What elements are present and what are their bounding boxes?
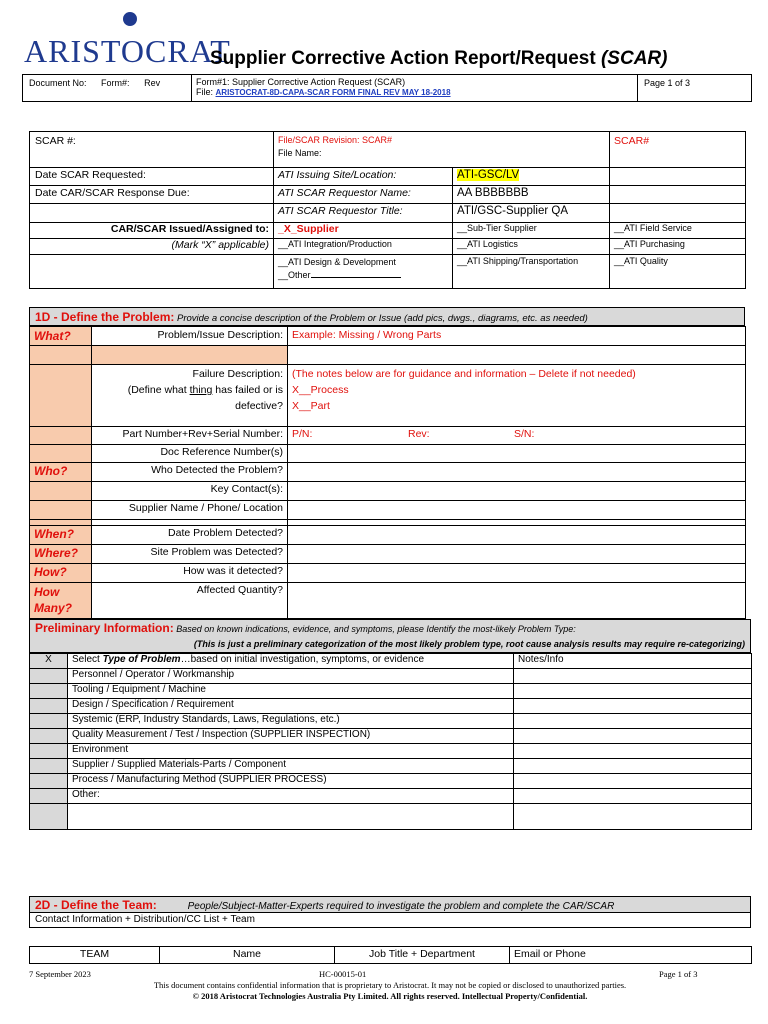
issued-to-label: CAR/SCAR Issued/Assigned to: — [30, 223, 274, 239]
problem-table — [29, 326, 746, 619]
option-subtier[interactable]: __Sub-Tier Supplier — [453, 223, 610, 239]
problem-type-label: Systemic (ERP, Industry Standards, Laws, Regulations, etc.) — [68, 714, 514, 729]
problem-type-notes[interactable] — [514, 774, 752, 789]
problem-type-notes[interactable] — [514, 669, 752, 684]
key-contacts-label: Key Contact(s): — [92, 482, 288, 501]
scar-number-label: SCAR #: — [30, 132, 274, 168]
supplier-name-label: Supplier Name / Phone/ Location — [92, 501, 288, 520]
failure-help-a: (Define what — [127, 384, 190, 396]
col-notes-header: Notes/Info — [514, 654, 752, 669]
aristocrat-logo — [22, 8, 231, 69]
pn-label: P/N: — [292, 428, 313, 440]
requestor-name-label: ATI SCAR Requestor Name: — [274, 186, 453, 204]
failure-description-label: Failure Description: — [192, 368, 283, 380]
problem-type-label: Personnel / Operator / Workmanship — [68, 669, 514, 684]
team-contact-label: Contact Information + Distribution/CC List + Team — [35, 914, 255, 925]
form-name: Form#1: Supplier Corrective Action Request (SCAR) — [196, 77, 406, 87]
who-detected-label: Who Detected the Problem? — [92, 463, 288, 482]
problem-type-label: Quality Measurement / Test / Inspection (SUPPLIER INSPECTION) — [68, 729, 514, 744]
preliminary-info-heading: Preliminary Information: Based on known indications, evidence, and symptoms, please Identify the most-likely Problem Type: (This is just a preliminary categorization of the most likely problem type, root cause analysis results may require re-categorizing) — [29, 619, 751, 653]
col-job-title: Job Title + Department — [335, 947, 510, 964]
file-label: File: — [196, 87, 214, 97]
problem-type-row — [30, 744, 752, 759]
rev-label: Rev — [144, 78, 161, 88]
problem-type-row — [30, 759, 752, 774]
requestor-title-label: ATI SCAR Requestor Title: — [274, 204, 453, 223]
who-label: Who? — [30, 463, 92, 482]
problem-type-checkbox[interactable] — [30, 684, 68, 699]
problem-type-checkbox[interactable] — [30, 804, 68, 830]
doc-reference-field[interactable] — [288, 445, 746, 463]
problem-type-row — [30, 699, 752, 714]
problem-type-label: Design / Specification / Requirement — [68, 699, 514, 714]
description-band — [92, 346, 288, 365]
footer-code: HC-00015-01 — [319, 969, 367, 979]
scar-cell-empty[interactable] — [610, 186, 746, 204]
date-detected-field[interactable] — [288, 526, 746, 545]
footer-date: 7 September 2023 — [29, 969, 91, 979]
option-shipping[interactable]: __ATI Shipping/Transportation — [453, 255, 610, 289]
problem-type-label: Process / Manufacturing Method (SUPPLIER PROCESS) — [68, 774, 514, 789]
scar-cell-empty[interactable] — [610, 168, 746, 186]
option-integration[interactable]: __ATI Integration/Production — [274, 239, 453, 255]
failure-part: X__Part — [292, 400, 330, 412]
document-header-table — [22, 74, 752, 102]
team-heading-label: 2D - Define the Team: — [35, 898, 157, 912]
how-many-label: How Many? — [30, 583, 92, 619]
col-email: Email or Phone — [510, 947, 752, 964]
failure-description-field[interactable] — [288, 365, 746, 427]
doc-reference-label: Doc Reference Number(s) — [92, 445, 288, 463]
page-number: Page 1 of 3 — [638, 75, 752, 102]
what-band — [30, 445, 92, 463]
what-label: What? — [30, 327, 92, 346]
footer-page: Page 1 of 3 — [659, 969, 698, 979]
mark-x-label: (Mark “X” applicable) — [30, 239, 274, 255]
option-field-service[interactable]: __ATI Field Service — [610, 223, 746, 239]
date-due-label: Date CAR/SCAR Response Due: — [30, 186, 274, 204]
issuing-site-value[interactable]: ATI-GSC/LV — [457, 169, 520, 181]
logo-text: ARISTOCRAT — [24, 33, 231, 69]
option-other[interactable]: __Other — [278, 270, 311, 280]
footer-copyright: © 2018 Aristocrat Technologies Australia Pty Limited. All rights reserved. Intellectual Property/Confidential. — [192, 991, 588, 1001]
problem-type-row — [30, 684, 752, 699]
option-logistics[interactable]: __ATI Logistics — [453, 239, 610, 255]
part-number-label: Part Number+Rev+Serial Number: — [92, 427, 288, 445]
team-table — [29, 946, 752, 964]
rev-field-label: Rev: — [408, 428, 430, 440]
who-band — [30, 482, 92, 501]
scar-info-table — [29, 131, 746, 289]
col-x-header: X — [30, 654, 68, 669]
scar-cell-empty — [30, 204, 274, 223]
issuing-site-label: ATI Issuing Site/Location: — [274, 168, 453, 186]
col-name: Name — [160, 947, 335, 964]
logo-graphic — [22, 8, 231, 69]
what-band — [30, 365, 92, 427]
failure-help-b: thing — [189, 384, 213, 396]
problem-type-label: Other: — [68, 789, 514, 804]
problem-type-row — [30, 714, 752, 729]
file-name-label: File Name: — [278, 148, 322, 158]
date-detected-label: Date Problem Detected? — [92, 526, 288, 545]
failure-process: X__Process — [292, 384, 349, 396]
sn-label: S/N: — [514, 428, 535, 440]
who-band — [30, 501, 92, 520]
problem-description-field[interactable]: Example: Missing / Wrong Parts — [288, 327, 746, 346]
footer — [29, 969, 751, 1002]
key-contacts-field[interactable] — [288, 482, 746, 501]
option-supplier[interactable]: _X_Supplier — [274, 223, 453, 239]
problem-type-notes[interactable] — [514, 684, 752, 699]
problem-type-checkbox[interactable] — [30, 699, 68, 714]
doc-no-label: Document No: — [29, 78, 87, 88]
how-detected-label: How was it detected? — [92, 564, 288, 583]
what-band — [30, 427, 92, 445]
failure-help-d: defective? — [235, 400, 283, 412]
problem-type-checkbox[interactable] — [30, 729, 68, 744]
when-label: When? — [30, 526, 92, 545]
option-design[interactable]: __ATI Design & Development — [278, 257, 396, 267]
affected-quantity-field[interactable] — [288, 583, 746, 619]
site-detected-field[interactable] — [288, 545, 746, 564]
footer-confidential: This document contains confidential information that is proprietary to Aristocrat. It may not be copied or disclosed to unauthorized parties. — [153, 980, 627, 990]
problem-type-checkbox[interactable] — [30, 714, 68, 729]
where-label: Where? — [30, 545, 92, 564]
scar-cell-empty[interactable] — [610, 204, 746, 223]
problem-type-label: Environment — [68, 744, 514, 759]
problem-type-notes[interactable] — [514, 804, 752, 830]
site-detected-label: Site Problem was Detected? — [92, 545, 288, 564]
problem-type-rows — [30, 669, 752, 830]
problem-type-row — [30, 669, 752, 684]
problem-type-notes[interactable] — [514, 714, 752, 729]
problem-type-notes[interactable] — [514, 744, 752, 759]
page-title: Supplier Corrective Action Report/Request (SCAR) — [210, 48, 668, 69]
problem-type-notes[interactable] — [514, 789, 752, 804]
col-select-header: Select Type of Problem…based on initial investigation, symptoms, or evidence — [68, 654, 514, 669]
requestor-title-value[interactable]: ATI/GSC-Supplier QA — [453, 204, 610, 223]
problem-type-row — [30, 804, 752, 830]
problem-type-label: Supplier / Supplied Materials-Parts / Component — [68, 759, 514, 774]
how-detected-field[interactable] — [288, 564, 746, 583]
scar-cell-empty — [30, 255, 274, 289]
what-band — [30, 346, 92, 365]
problem-type-checkbox[interactable] — [30, 744, 68, 759]
failure-note: (The notes below are for guidance and information – Delete if not needed) — [292, 368, 636, 380]
col-team: TEAM — [30, 947, 160, 964]
define-team-heading — [29, 896, 751, 928]
problem-type-checkbox[interactable] — [30, 789, 68, 804]
problem-description-extra-field[interactable] — [288, 346, 746, 365]
problem-type-row — [30, 729, 752, 744]
problem-type-notes[interactable] — [514, 729, 752, 744]
problem-type-checkbox[interactable] — [30, 774, 68, 789]
problem-type-label: Tooling / Equipment / Machine — [68, 684, 514, 699]
option-purchasing[interactable]: __ATI Purchasing — [610, 239, 746, 255]
problem-type-row — [30, 789, 752, 804]
problem-description-label: Problem/Issue Description: — [92, 327, 288, 346]
supplier-name-field[interactable] — [288, 501, 746, 520]
who-detected-field[interactable] — [288, 463, 746, 482]
problem-type-checkbox[interactable] — [30, 669, 68, 684]
requestor-name-value[interactable]: AA BBBBBBB — [453, 186, 610, 204]
option-quality[interactable]: __ATI Quality — [610, 255, 746, 289]
problem-type-row — [30, 774, 752, 789]
team-description: People/Subject-Matter-Experts required to investigate the problem and complete the CAR/SCAR — [187, 901, 615, 912]
problem-type-label — [68, 804, 514, 830]
form-label: Form#: — [101, 78, 130, 88]
problem-type-notes[interactable] — [514, 759, 752, 774]
define-problem-heading: 1D - Define the Problem: Provide a concise description of the Problem or Issue (add pics, dwgs., diagrams, etc. as needed) — [29, 307, 745, 326]
problem-type-checkbox[interactable] — [30, 759, 68, 774]
scar-hash-label: SCAR# — [610, 132, 746, 168]
problem-type-table — [29, 653, 752, 830]
affected-quantity-label: Affected Quantity? — [92, 583, 288, 619]
problem-type-notes[interactable] — [514, 699, 752, 714]
date-requested-label: Date SCAR Requested: — [30, 168, 274, 186]
how-label: How? — [30, 564, 92, 583]
file-link[interactable]: ARISTOCRAT-8D-CAPA-SCAR FORM FINAL REV MAY 18-2018 — [215, 88, 451, 97]
part-number-field[interactable] — [288, 427, 746, 445]
failure-help-c: has failed or is — [212, 384, 283, 396]
file-revision-label: File/SCAR Revision: SCAR# — [278, 135, 393, 145]
